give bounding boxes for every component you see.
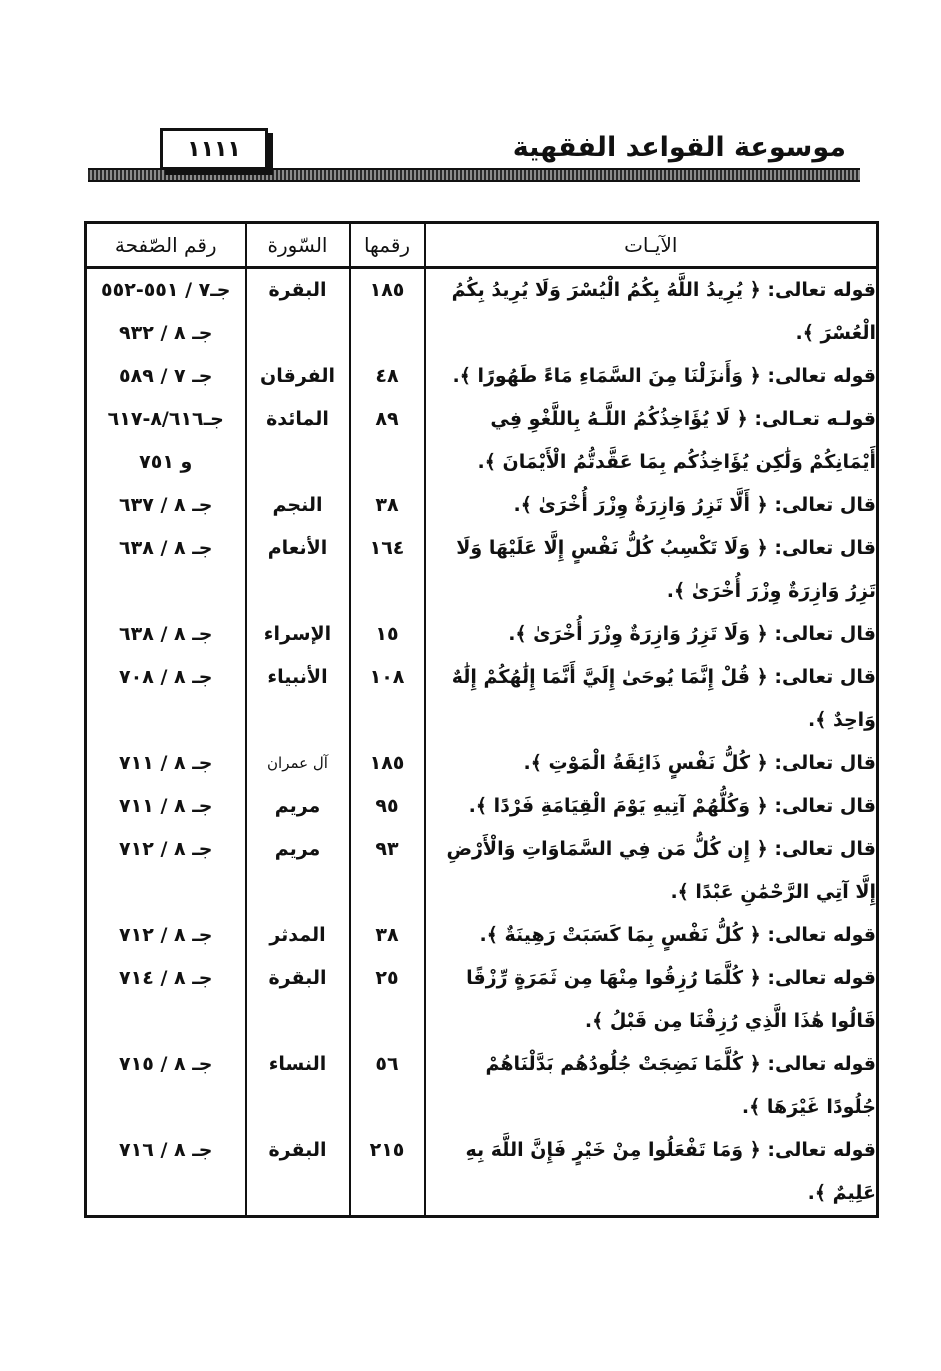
page-number: ١١١١ <box>160 128 268 170</box>
ayah-cell: قوله تعالى: ﴿ كُلُّ نَفْسٍ بِمَا كَسَبَتْ رَهِينَةٌ ﴾. <box>425 914 878 957</box>
page-ref-cell: جـ ٧ / ٥٨٩ <box>86 355 246 398</box>
page-ref-cell <box>86 1086 246 1129</box>
table-row <box>86 441 878 484</box>
ayah-cell: قَالُوا هَٰذَا الَّذِي رُزِقْنَا مِن قَبْلُ ﴾. <box>425 1000 878 1043</box>
table-row <box>86 957 878 1000</box>
ayah-number-cell: ٥٦ <box>350 1043 425 1086</box>
surah-cell <box>246 699 350 742</box>
page-ref-cell: جـ ٨ / ٧١٦ <box>86 1129 246 1172</box>
ayah-cell: قوله تعالى: ﴿ وَمَا تَفْعَلُوا مِنْ خَيْرٍ فَإِنَّ اللَّهَ بِهِ <box>425 1129 878 1172</box>
ayah-index-table <box>84 221 879 1218</box>
ayah-cell: جُلُودًا غَيْرَهَا ﴾. <box>425 1086 878 1129</box>
page-ref-cell <box>86 1000 246 1043</box>
ayah-cell: الْعُسْرَ ﴾. <box>425 312 878 355</box>
surah-cell: النساء <box>246 1043 350 1086</box>
ayah-cell: قال تعالى: ﴿ إِن كُلُّ مَن فِي السَّمَاوَاتِ وَالْأَرْضِ <box>425 828 878 871</box>
column-header-page: رقم الصّفحة <box>86 223 246 268</box>
table-row <box>86 828 878 871</box>
ayah-number-cell <box>350 1172 425 1217</box>
page-ref-cell: جـ ٨ / ٧١٥ <box>86 1043 246 1086</box>
ayah-cell: قال تعالى: ﴿ قُلْ إِنَّمَا يُوحَىٰ إِلَيَّ أَنَّمَا إِلَٰهُكُمْ إِلَٰهٌ <box>425 656 878 699</box>
page-ref-cell <box>86 699 246 742</box>
ayah-cell: قولـه تعـالى: ﴿ لَا يُؤَاخِذُكُمُ اللَّـهُ بِاللَّغْوِ فِي <box>425 398 878 441</box>
ayah-cell: قال تعالى: ﴿ وَلَا تَكْسِبُ كُلُّ نَفْسٍ إِلَّا عَلَيْهَا وَلَا <box>425 527 878 570</box>
ayah-number-cell: ١٠٨ <box>350 656 425 699</box>
surah-cell: الأنعام <box>246 527 350 570</box>
page-ref-cell: جـ ٨ / ٧١٢ <box>86 828 246 871</box>
ayah-number-cell <box>350 1000 425 1043</box>
ayah-cell: قوله تعالى: ﴿ كُلَّمَا نَضِجَتْ جُلُودُهُم بَدَّلْنَاهُمْ <box>425 1043 878 1086</box>
page-ref-cell: و ٧٥١ <box>86 441 246 484</box>
table-body <box>86 268 878 1217</box>
page-ref-cell <box>86 871 246 914</box>
ayah-number-cell <box>350 871 425 914</box>
table-row <box>86 527 878 570</box>
ayah-number-cell <box>350 699 425 742</box>
ayah-number-cell: ٤٨ <box>350 355 425 398</box>
surah-cell: المائدة <box>246 398 350 441</box>
ayah-number-cell: ٢١٥ <box>350 1129 425 1172</box>
page-ref-cell: جـ ٨ / ٦٣٨ <box>86 613 246 656</box>
table-row <box>86 785 878 828</box>
ayah-cell: قال تعالى: ﴿ أَلَّا تَزِرُ وَازِرَةٌ وِزْرَ أُخْرَىٰ ﴾. <box>425 484 878 527</box>
surah-cell: الفرقان <box>246 355 350 398</box>
ayah-number-cell <box>350 312 425 355</box>
header-rule <box>88 168 860 182</box>
ayah-number-cell <box>350 570 425 613</box>
page-ref-cell: جـ ٨ / ٦٣٨ <box>86 527 246 570</box>
page-ref-cell <box>86 570 246 613</box>
table-row <box>86 871 878 914</box>
ayah-number-cell: ١٨٥ <box>350 742 425 785</box>
surah-cell: البقرة <box>246 957 350 1000</box>
surah-cell: الأنبياء <box>246 656 350 699</box>
surah-cell <box>246 570 350 613</box>
book-title: موسوعة القواعد الفقهية <box>512 132 846 163</box>
ayah-cell: قوله تعالى: ﴿ كُلَّمَا رُزِقُوا مِنْهَا مِن ثَمَرَةٍ رِّزْقًا <box>425 957 878 1000</box>
ayah-number-cell: ٩٣ <box>350 828 425 871</box>
ayah-number-cell: ١٦٤ <box>350 527 425 570</box>
ayah-number-cell: ٩٥ <box>350 785 425 828</box>
ayah-number-cell <box>350 1086 425 1129</box>
surah-cell: مريم <box>246 785 350 828</box>
page-ref-cell: جـ٨/٦١٦-٦١٧ <box>86 398 246 441</box>
table-header-row <box>86 223 878 268</box>
surah-cell: آل عمران <box>246 742 350 785</box>
surah-cell: البقرة <box>246 1129 350 1172</box>
table-row <box>86 1172 878 1217</box>
table-row <box>86 268 878 313</box>
table-row <box>86 699 878 742</box>
surah-cell: المدثر <box>246 914 350 957</box>
page-ref-cell: جـ ٨ / ٧١٢ <box>86 914 246 957</box>
surah-cell: الإسراء <box>246 613 350 656</box>
ayah-number-cell: ٣٨ <box>350 484 425 527</box>
table-row <box>86 742 878 785</box>
table-row <box>86 570 878 613</box>
page-ref-cell: جـ ٨ / ٧١١ <box>86 742 246 785</box>
page-ref-cell: جـ ٨ / ٧١٤ <box>86 957 246 1000</box>
surah-cell <box>246 1000 350 1043</box>
table-row <box>86 398 878 441</box>
ayah-cell: وَاحِدٌ ﴾. <box>425 699 878 742</box>
column-header-ayah: الآيـات <box>425 223 878 268</box>
surah-cell <box>246 871 350 914</box>
surah-cell: البقرة <box>246 268 350 313</box>
page-ref-cell: جـ ٨ / ٩٣٢ <box>86 312 246 355</box>
page-ref-cell: جـ٧ / ٥٥١-٥٥٢ <box>86 268 246 313</box>
ayah-number-cell: ١٥ <box>350 613 425 656</box>
table-row <box>86 355 878 398</box>
page-ref-cell: جـ ٨ / ٧١١ <box>86 785 246 828</box>
surah-cell: النجم <box>246 484 350 527</box>
ayah-number-cell: ٣٨ <box>350 914 425 957</box>
table-row <box>86 484 878 527</box>
page-ref-cell: جـ ٨ / ٧٠٨ <box>86 656 246 699</box>
ayah-cell: قوله تعالى: ﴿ يُرِيدُ اللَّهُ بِكُمُ الْيُسْرَ وَلَا يُرِيدُ بِكُمُ <box>425 268 878 313</box>
table-row <box>86 613 878 656</box>
ayah-cell: أَيْمَانِكُمْ وَلَٰكِن يُؤَاخِذُكُم بِمَا عَقَّدتُّمُ الْأَيْمَانَ ﴾. <box>425 441 878 484</box>
page-header <box>88 128 860 184</box>
ayah-number-cell: ٨٩ <box>350 398 425 441</box>
surah-cell: مريم <box>246 828 350 871</box>
table-row <box>86 914 878 957</box>
table-row <box>86 1086 878 1129</box>
table-row <box>86 1000 878 1043</box>
surah-cell <box>246 441 350 484</box>
surah-cell <box>246 1086 350 1129</box>
page-ref-cell: جـ ٨ / ٦٣٧ <box>86 484 246 527</box>
ayah-cell: عَلِيمٌ ﴾. <box>425 1172 878 1217</box>
ayah-cell: قال تعالى: ﴿ وَلَا تَزِرُ وَازِرَةٌ وِزْرَ أُخْرَىٰ ﴾. <box>425 613 878 656</box>
page-ref-cell <box>86 1172 246 1217</box>
table-row <box>86 1129 878 1172</box>
table-row <box>86 656 878 699</box>
ayah-cell: قال تعالى: ﴿ وَكُلُّهُمْ آتِيهِ يَوْمَ الْقِيَامَةِ فَرْدًا ﴾. <box>425 785 878 828</box>
ayah-number-cell <box>350 441 425 484</box>
ayah-number-cell: ٢٥ <box>350 957 425 1000</box>
ayah-cell: تَزِرُ وَازِرَةٌ وِزْرَ أُخْرَىٰ ﴾. <box>425 570 878 613</box>
ayah-cell: قال تعالى: ﴿ كُلُّ نَفْسٍ ذَائِقَةُ الْمَوْتِ ﴾. <box>425 742 878 785</box>
column-header-num: رقمها <box>350 223 425 268</box>
column-header-surah: السّورة <box>246 223 350 268</box>
ayah-number-cell: ١٨٥ <box>350 268 425 313</box>
surah-cell <box>246 312 350 355</box>
surah-cell <box>246 1172 350 1217</box>
ayah-cell: إِلَّا آتِي الرَّحْمَٰنِ عَبْدًا ﴾. <box>425 871 878 914</box>
table-row <box>86 1043 878 1086</box>
table-row <box>86 312 878 355</box>
ayah-cell: قوله تعالى: ﴿ وَأَنزَلْنَا مِنَ السَّمَاءِ مَاءً طَهُورًا ﴾. <box>425 355 878 398</box>
